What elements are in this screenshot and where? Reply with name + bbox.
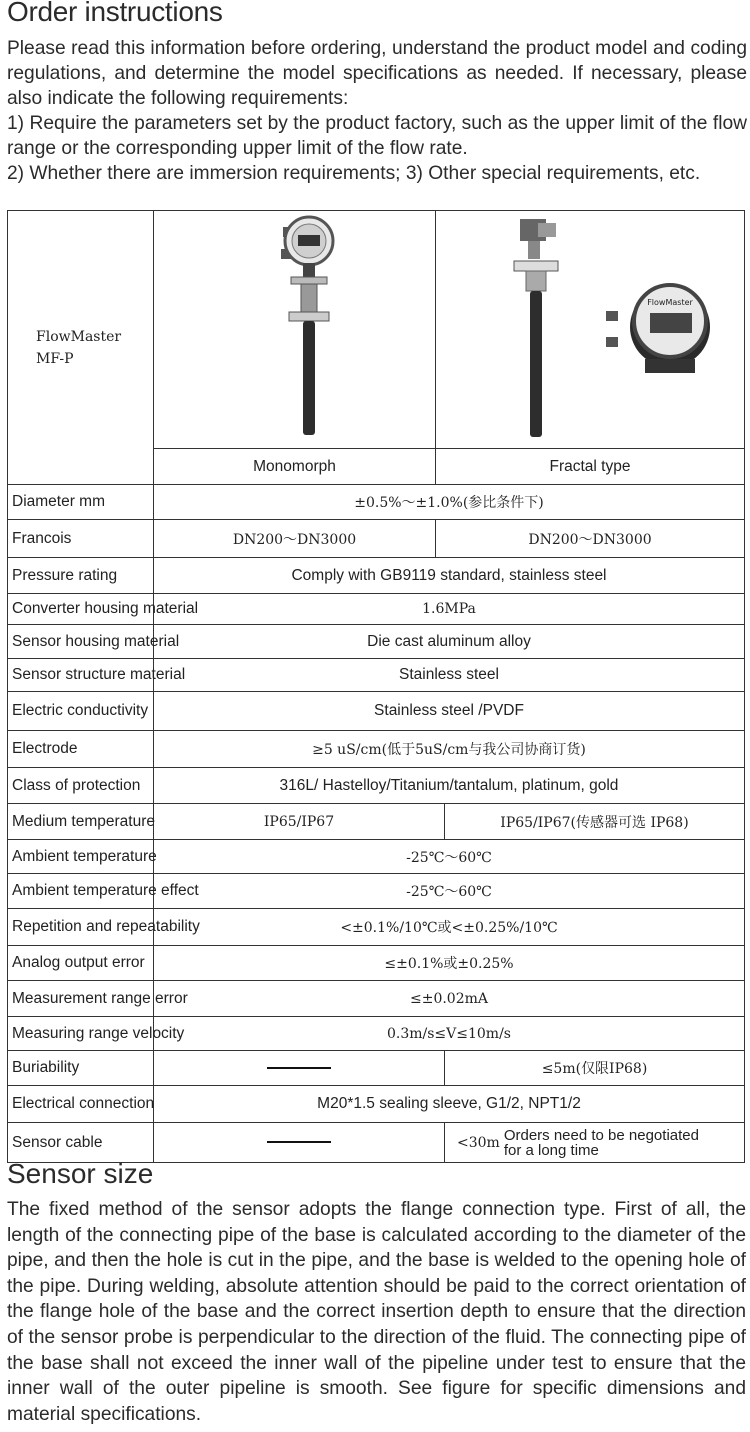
- row-value: 0.3m/s≤V≤10m/s: [154, 1017, 745, 1051]
- model-name: [8, 326, 153, 370]
- table-row: [8, 946, 745, 981]
- model-line-1: FlowMaster: [36, 328, 122, 345]
- row-value: M20*1.5 sealing sleeve, G1/2, NPT1/2: [154, 1086, 745, 1123]
- row-value-fractal: DN200～DN3000: [436, 520, 745, 558]
- row-value: ≤±0.1%或±0.25%: [154, 946, 745, 981]
- row-value: Die cast aluminum alloy: [154, 625, 745, 659]
- row-value: ≥5 uS/cm(低于5uS/cm与我公司协商订货): [154, 731, 745, 768]
- row-value-monomorph: [154, 1123, 445, 1163]
- table-row: [8, 874, 745, 909]
- table-row: [8, 731, 745, 768]
- row-value: ±0.5%～±1.0%(参比条件下): [154, 485, 745, 520]
- row-value: 1.6MPa: [154, 594, 745, 625]
- table-row: [8, 768, 745, 804]
- table-row: [8, 840, 745, 874]
- row-value-fractal: ≤5m(仅限IP68): [445, 1051, 745, 1086]
- table-row: [8, 1051, 745, 1086]
- row-label: Ambient temperature: [8, 840, 154, 874]
- type-monomorph: Monomorph: [154, 449, 436, 485]
- cable-note-line-2: for a long time: [503, 1141, 599, 1159]
- row-value: Comply with GB9119 standard, stainless steel: [154, 558, 745, 594]
- row-label: Repetition and repeatability: [8, 909, 154, 946]
- cable-length: <30m: [457, 1134, 500, 1151]
- sensor-size-body: The fixed method of the sensor adopts the flange connection type. First of all, the length of the connecting pipe of the base is calculated according to the diameter of the pipe, and then the hole is cut in the pipe, and the base is welded to the opening hole of the pipe. During welding, absolute attention should be paid to the correct orientation of the flange hole of the base and the correct insertion depth to ensure that the direction of the sensor probe is perpendicular to the direction of the fluid. The connecting pipe of the base shall not exceed the inner wall of the pipeline under test to ensure that the inner wall of the outer pipeline is smooth. See figure for specific dimensions and material specifications.: [7, 1199, 746, 1425]
- image-row: [8, 211, 745, 449]
- row-value-fractal: [445, 1123, 745, 1163]
- row-value: Stainless steel /PVDF: [154, 692, 745, 731]
- row-value: Stainless steel: [154, 659, 745, 692]
- row-label: Sensor cable: [8, 1123, 154, 1163]
- sensor-size-title: Sensor size: [7, 1158, 154, 1189]
- requirement-1: 1) Require the parameters set by the product factory, such as the upper limit of the flow range or the corresponding upper limit of the flow rate.: [7, 113, 747, 159]
- monomorph-flowmeter-image: [235, 213, 355, 441]
- model-cell: [8, 211, 154, 485]
- row-label: Buriability: [8, 1051, 154, 1086]
- row-label: Pressure rating: [8, 558, 154, 594]
- row-value: 316L/ Hastelloy/Titanium/tantalum, platinum, gold: [154, 768, 745, 804]
- row-label: Francois: [8, 520, 154, 558]
- row-label: Measurement range error: [8, 981, 154, 1017]
- intro-paragraph: Please read this information before ordering, understand the product model and coding regulations, and determine the model specifications as needed. If necessary, please also indicate the following requirements:: [7, 38, 747, 109]
- row-label: Converter housing material: [8, 594, 154, 625]
- table-row: [8, 804, 745, 840]
- fractal-flowmeter-image: [440, 211, 740, 443]
- dash-placeholder: [267, 1141, 331, 1143]
- row-label: Medium temperature: [8, 804, 154, 840]
- row-value-fractal: IP65/IP67(传感器可选 IP68): [445, 804, 745, 840]
- monomorph-image-cell: [154, 211, 436, 449]
- row-label: Electrode: [8, 731, 154, 768]
- table-row: [8, 1017, 745, 1051]
- row-label: Ambient temperature effect: [8, 874, 154, 909]
- fractal-image-cell: [436, 211, 745, 449]
- table-row: [8, 1086, 745, 1123]
- row-label: Analog output error: [8, 946, 154, 981]
- table-row: [8, 659, 745, 692]
- dash-placeholder: [267, 1067, 331, 1069]
- row-label: Measuring range velocity: [8, 1017, 154, 1051]
- device-brand-label: FlowMaster: [647, 298, 693, 307]
- table-row: [8, 1123, 745, 1163]
- row-label: Sensor structure material: [8, 659, 154, 692]
- row-value: -25℃～60℃: [154, 874, 745, 909]
- table-row: [8, 625, 745, 659]
- row-value: -25℃～60℃: [154, 840, 745, 874]
- cable-note: [504, 1128, 699, 1158]
- table-row: [8, 485, 745, 520]
- spec-table: [7, 210, 745, 1163]
- model-line-2: MF-P: [36, 350, 74, 367]
- cable-note-line-1: Orders need to be negotiated: [503, 1126, 699, 1144]
- row-label: Electrical connection: [8, 1086, 154, 1123]
- requirement-2: 2) Whether there are immersion requirements; 3) Other special requirements, etc.: [7, 163, 701, 184]
- table-row: [8, 558, 745, 594]
- table-row: [8, 594, 745, 625]
- row-value-monomorph: IP65/IP67: [154, 804, 445, 840]
- row-value: ≤±0.02mA: [154, 981, 745, 1017]
- row-value: <±0.1%/10℃或<±0.25%/10℃: [154, 909, 745, 946]
- order-instructions-title: Order instructions: [7, 0, 223, 27]
- table-row: [8, 909, 745, 946]
- row-value-monomorph: DN200～DN3000: [154, 520, 436, 558]
- table-row: [8, 520, 745, 558]
- row-label: Sensor housing material: [8, 625, 154, 659]
- row-label: Electric conductivity: [8, 692, 154, 731]
- row-label: Class of protection: [8, 768, 154, 804]
- type-fractal: Fractal type: [436, 449, 745, 485]
- table-row: [8, 981, 745, 1017]
- order-instructions-body: [7, 36, 747, 186]
- row-label: Diameter mm: [8, 485, 154, 520]
- table-row: [8, 692, 745, 731]
- row-value-monomorph: [154, 1051, 445, 1086]
